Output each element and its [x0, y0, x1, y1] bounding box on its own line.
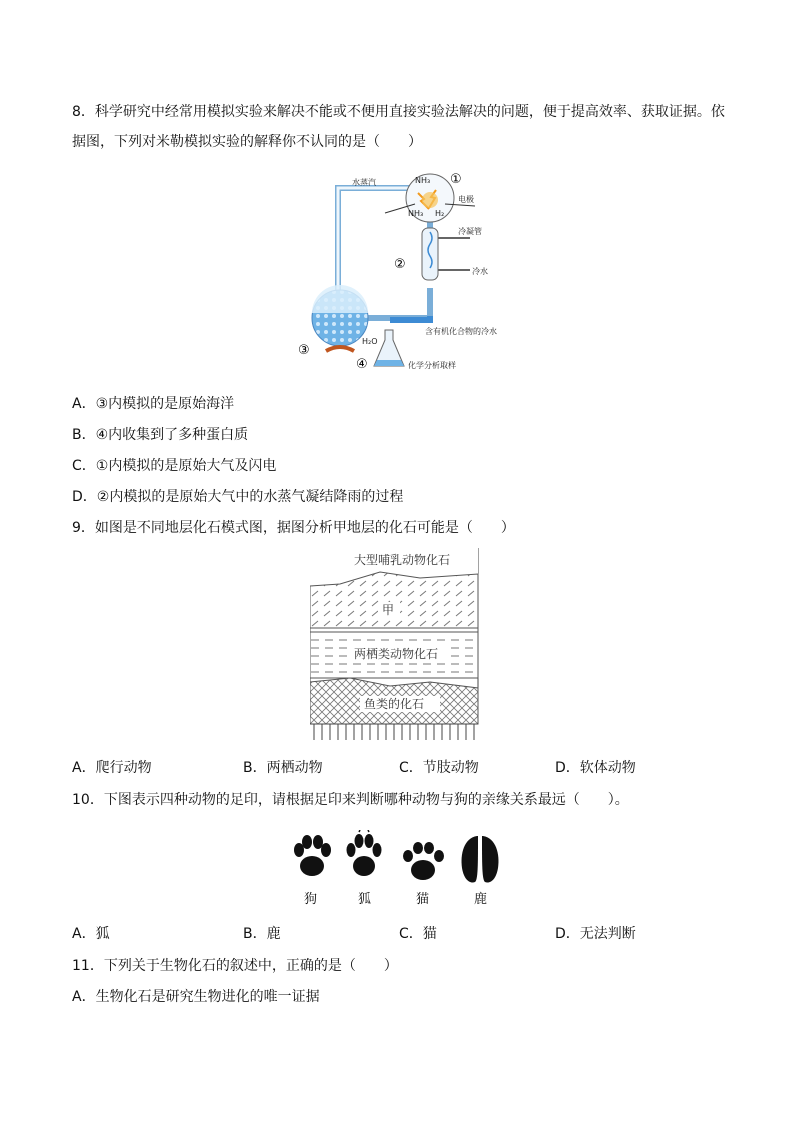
- label-h2: H₂: [435, 209, 445, 218]
- label-h2o: H₂O: [362, 337, 378, 346]
- condenser: [422, 228, 438, 280]
- label-nh3-left: NH₃: [408, 209, 424, 218]
- q8-option-c: C．①内模拟的是原始大气及闪电: [72, 458, 277, 474]
- label-sampling: 化学分析取样: [408, 361, 456, 370]
- q9-option-c: C．节肢动物: [399, 760, 479, 776]
- fossil-strata-figure: [310, 548, 480, 744]
- q8-option-d: D．②内模拟的是原始大气中的水蒸气凝结降雨的过程: [72, 489, 404, 505]
- q9-option-a: A．爬行动物: [72, 760, 152, 776]
- marker-4: ④: [356, 357, 368, 372]
- q10-stem: 10．下图表示四种动物的足印，请根据足印来判断哪种动物与狗的亲缘关系最远（ ）。: [72, 792, 629, 808]
- q10-option-d: D．无法判断: [555, 926, 636, 942]
- layer-jia-label: 甲: [382, 603, 395, 617]
- miller-experiment-figure: [290, 168, 520, 378]
- animal-label-deer: 鹿: [474, 892, 488, 907]
- label-electrode: 电极: [458, 195, 474, 204]
- animal-label-cat: 猫: [416, 892, 430, 907]
- q8-option-b: B．④内收集到了多种蛋白质: [72, 427, 249, 443]
- q10-option-b: B．鹿: [243, 926, 281, 942]
- fox-paw-icon: [345, 830, 383, 880]
- deer-hoof-icon: [458, 834, 502, 886]
- q11-option-a: A．生物化石是研究生物进化的唯一证据: [72, 989, 320, 1005]
- marker-3: ③: [298, 343, 310, 358]
- label-water-vapor: 水蒸汽: [352, 178, 376, 187]
- layer-top-label: 大型哺乳动物化石: [354, 553, 451, 567]
- cat-paw-icon: [402, 842, 444, 882]
- label-cold-water: 冷水: [472, 267, 488, 276]
- q8-stem-line1: 8．科学研究中经常用模拟实验来解决不能或不便用直接实验法解决的问题，便于提高效率、获取证据。依: [72, 104, 725, 120]
- dog-paw-icon: [292, 834, 332, 880]
- layer-amphibian-label: 两栖类动物化石: [354, 647, 439, 661]
- label-nh3-top: NH₃: [415, 176, 431, 185]
- q9-option-b: B．两栖动物: [243, 760, 323, 776]
- layer-fish-label: 鱼类的化石: [364, 697, 425, 711]
- marker-2: ②: [394, 257, 406, 272]
- animal-label-dog: 狗: [304, 892, 318, 907]
- label-condenser: 冷凝管: [458, 227, 482, 236]
- marker-1: ①: [450, 172, 462, 187]
- q11-stem: 11．下列关于生物化石的叙述中，正确的是（ ）: [72, 958, 398, 974]
- q9-stem: 9．如图是不同地层化石模式图，据图分析甲地层的化石可能是（ ）: [72, 520, 515, 536]
- q9-option-d: D．软体动物: [555, 760, 636, 776]
- q8-stem-line2: 据图，下列对米勒模拟实验的解释你不认同的是（ ）: [72, 134, 422, 150]
- label-organic-water: 含有机化合物的冷水: [425, 327, 497, 336]
- q8-option-a: A．③内模拟的是原始海洋: [72, 396, 235, 412]
- animal-label-fox: 狐: [358, 892, 372, 907]
- q10-option-a: A．狐: [72, 926, 110, 942]
- q10-option-c: C．猫: [399, 926, 437, 942]
